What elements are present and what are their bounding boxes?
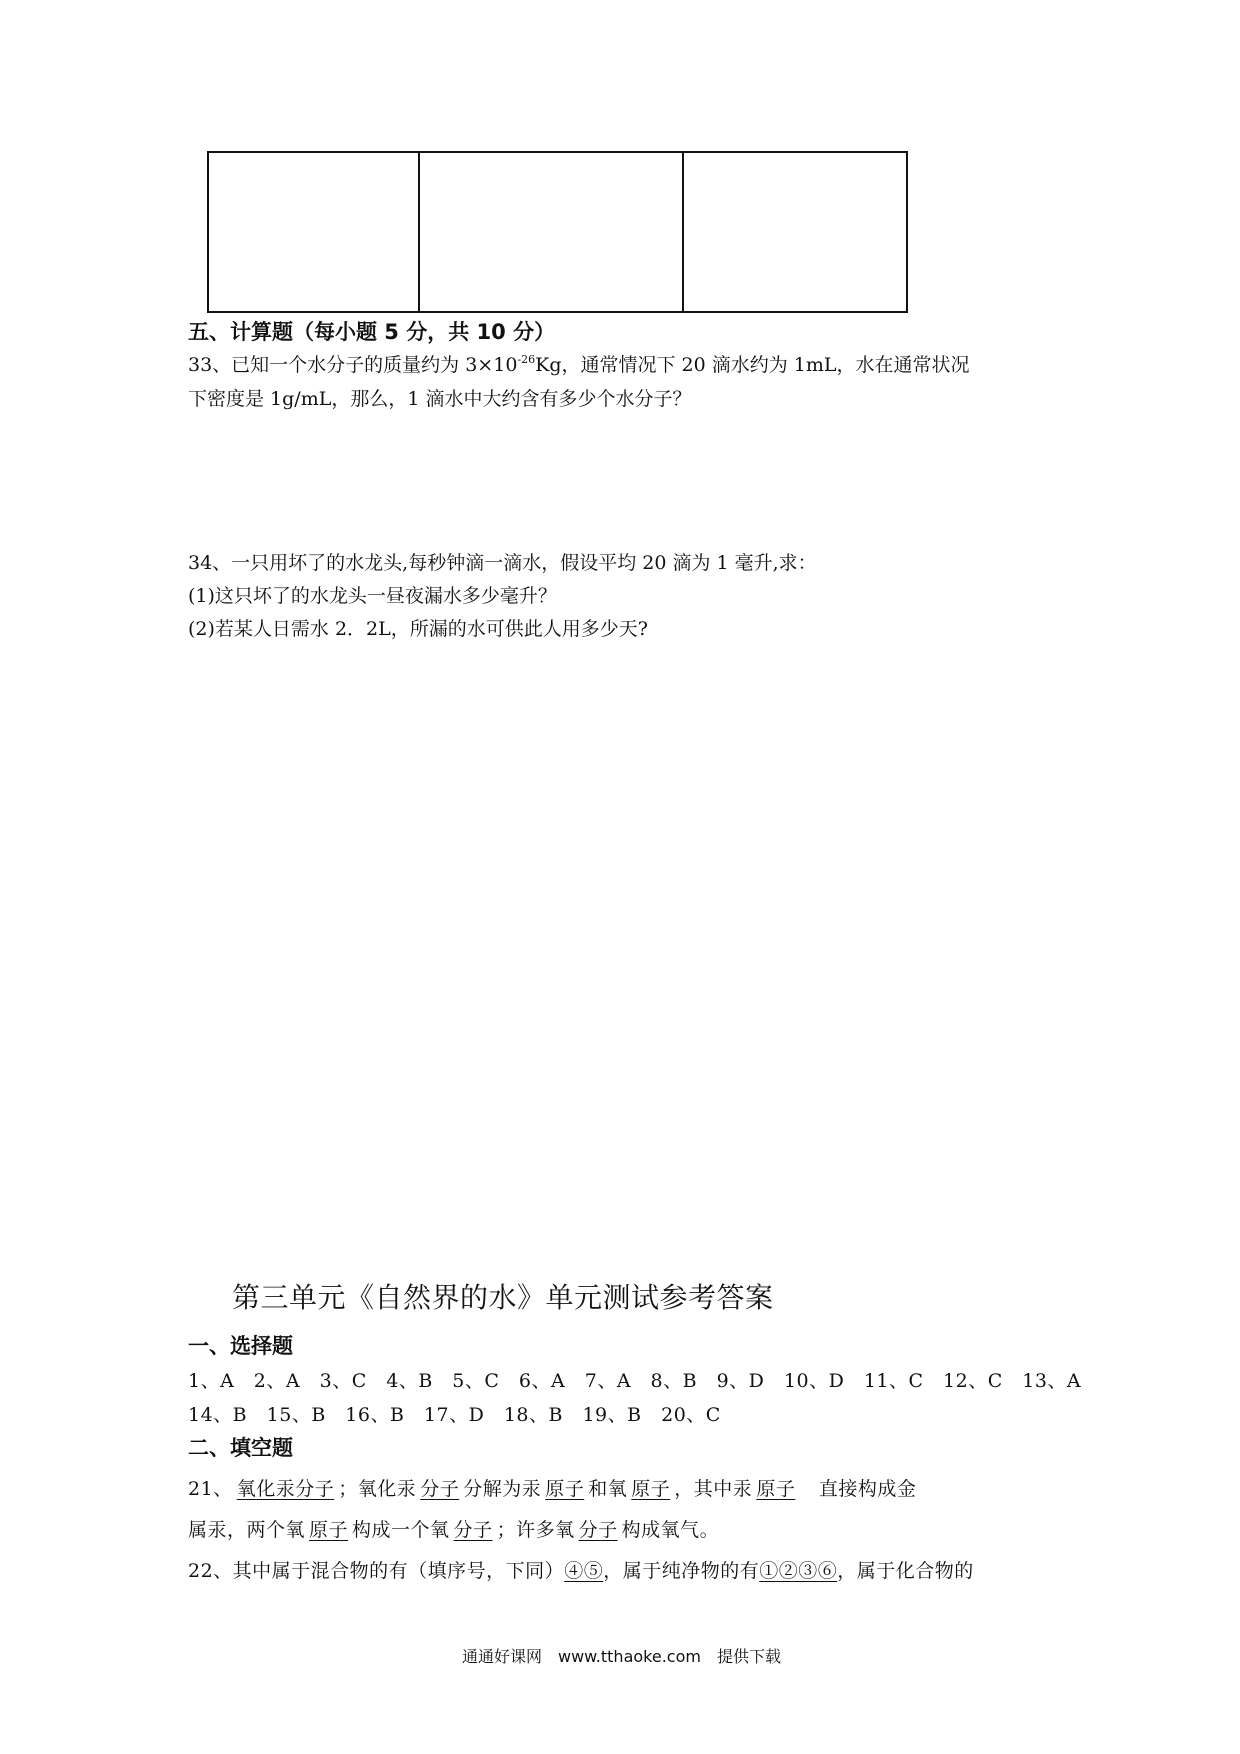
q33-text-a: 33、已知一个水分子的质量约为 3×10 [188,354,518,376]
calc-section-heading: 五、计算题（每小题 5 分，共 10 分） [188,320,556,344]
q34-line-2: (1)这只坏了的水龙头一昼夜漏水多少毫升？ [188,585,557,607]
q34-line-1: 34、一只用坏了的水龙头,每秒钟滴一滴水，假设平均 20 滴为 1 毫升,求： [188,552,817,574]
q21-text: ；许多氧 [496,1519,575,1541]
fill-heading: 二、填空题 [188,1436,293,1460]
empty-answer-table [207,151,908,313]
q34-line-3: (2)若某人日需水 2．2L，所漏的水可供此人用多少天? [188,618,648,640]
q21-text: 和氧 [588,1478,628,1500]
q21-answer-3: 原子 [545,1478,585,1500]
q33-line-2: 下密度是 1g/mL，那么，1 滴水中大约含有多少个水分子？ [188,388,692,410]
q22-text: ，属于化合物的 [837,1560,974,1582]
q22-text: 22、其中属于混合物的有（填序号，下同） [188,1560,565,1582]
q21-text: 属汞，两个氧 [188,1519,306,1541]
q21-text: 直接构成金 [799,1478,917,1500]
q21-text: 构成一个氧 [352,1519,450,1541]
choice-heading: 一、选择题 [188,1334,293,1358]
q21-text: ；氧化汞 [338,1478,417,1500]
answer-key-title: 第三单元《自然界的水》单元测试参考答案 [232,1281,774,1314]
table-cell-2 [420,153,684,311]
q22-line-1 [188,1556,974,1583]
table-cell-1 [209,153,420,311]
choice-answers-line-1: 1、A 2、A 3、C 4、B 5、C 6、A 7、A 8、B 9、D 10、D 11、C 12、C 13、A [188,1370,1082,1392]
q21-text: ，其中汞 [674,1478,753,1500]
q21-answer-2: 分子 [420,1478,460,1500]
table-cell-3 [684,153,906,311]
q33-exponent: -26 [517,353,536,366]
choice-answers-line-2: 14、B 15、B 16、B 17、D 18、B 19、B 20、C [188,1404,721,1426]
q21-line-1 [188,1474,916,1501]
q21-answer-5: 原子 [756,1478,796,1500]
page-footer: 通通好课网 www.tthaoke.com 提供下载 [462,1647,781,1666]
q21-line-2 [188,1515,719,1542]
q21-text: 分解为汞 [463,1478,542,1500]
q21-answer-7: 分子 [453,1519,493,1541]
q21-text: 构成氧气。 [621,1519,720,1541]
q21-answer-6: 原子 [309,1519,349,1541]
q21-answer-8: 分子 [578,1519,618,1541]
q33-line-1 [188,350,970,377]
q21-answer-1: 氧化汞分子 [236,1478,335,1500]
q22-text: ，属于纯净物的有 [603,1560,760,1582]
q33-text-b: Kg，通常情况下 20 滴水约为 1mL，水在通常状况 [535,354,970,376]
q22-answer-2: ①②③⑥ [759,1560,838,1582]
q21-text: 21、 [188,1478,233,1500]
q22-answer-1: ④⑤ [564,1560,604,1582]
q21-answer-4: 原子 [631,1478,671,1500]
